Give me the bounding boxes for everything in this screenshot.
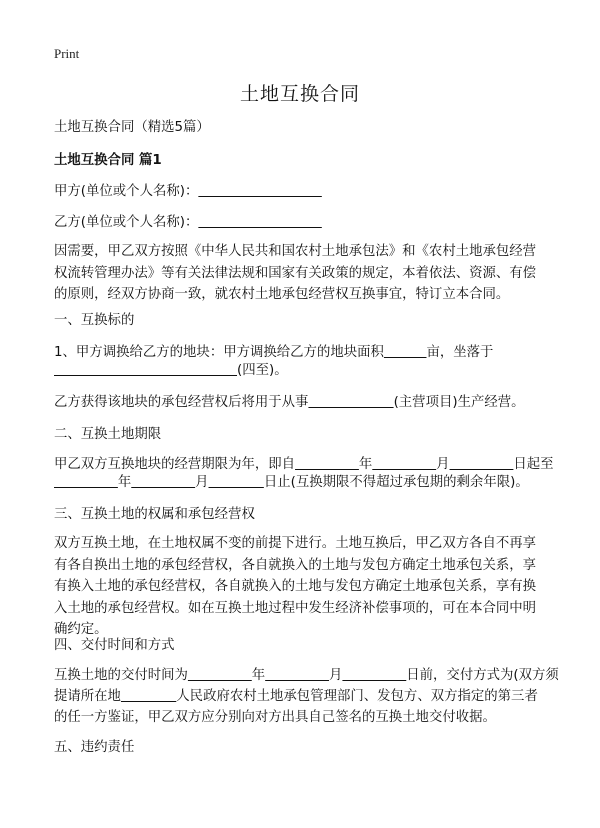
- delivery-day-blank: [342, 668, 406, 683]
- s1-text-e: (主营项目)生产经营。: [393, 395, 525, 410]
- heading-4: 四、交付时间和方式: [54, 638, 175, 653]
- year-label: 年: [251, 668, 266, 683]
- print-label: Print: [54, 46, 80, 61]
- s1-text-c: (四至)。: [237, 363, 288, 378]
- s1-line3: [54, 392, 550, 413]
- month-label: 月: [329, 668, 343, 683]
- s1-text-d: 乙方获得该地块的承包经营权后将用于从事: [54, 395, 309, 410]
- s4-text-a: 互换土地的交付时间为: [54, 668, 188, 683]
- s1-text-b: 亩，坐落于: [426, 345, 494, 360]
- end-day-blank: [209, 475, 264, 490]
- s3-line: 有各自换出土地的承包经营权，各自就换入的土地与发包方确定土地承包关系，享: [54, 557, 537, 573]
- month-label: 月: [195, 475, 209, 490]
- s3-line: 双方互换土地，在土地权属不变的前提下进行。土地互换后，甲乙双方各自不再享: [54, 536, 537, 551]
- page-title: 土地互换合同: [239, 83, 360, 105]
- start-day-blank: [450, 457, 514, 472]
- start-year-blank: [295, 457, 359, 472]
- start-month-blank: [372, 457, 436, 472]
- heading-5: 五、违约责任: [54, 740, 135, 755]
- s3-line: 入土地的承包经营权。如在互换土地过程中发生经济补偿事项的，可在本合同中明: [54, 600, 537, 616]
- heading-2: 二、互换土地期限: [54, 427, 162, 442]
- heading-3: 三、互换土地的权属和承包经营权: [54, 507, 255, 522]
- s3-line: 确约定。: [54, 622, 108, 637]
- intro-line: 权流转管理办法》等有关法律法规和国家有关政策的规定，本着依法、资源、有偿: [54, 265, 537, 281]
- s2-text-b: 日起至: [513, 457, 554, 472]
- delivery-month-blank: [265, 668, 329, 683]
- locality-blank: [121, 689, 176, 704]
- s4-line1: [54, 665, 559, 686]
- s4-text-c: 提请所在地: [54, 689, 121, 704]
- year-label: 年: [117, 475, 132, 490]
- party-a-line: [54, 181, 550, 202]
- intro-line: 的原则，经双方协商一致，就农村土地承包经营权互换事宜，特订立本合同。: [54, 287, 510, 302]
- s2-line2: [54, 472, 550, 493]
- s1-line2: [54, 360, 550, 381]
- party-a-blank: [198, 184, 321, 199]
- party-b-label: 乙方(单位或个人名称)：: [54, 215, 199, 230]
- s4-line3: 的任一方鉴证，甲乙双方应分别向对方出具自己签名的互换土地交付收据。: [54, 710, 496, 725]
- intro-paragraph: [54, 241, 550, 306]
- s2-text-a: 甲乙双方互换地块的经营期限为年，即自: [54, 457, 296, 472]
- end-month-blank: [131, 475, 195, 490]
- s3-paragraph: [54, 533, 550, 641]
- s2-text-c: 日止(互换期限不得超过承包期的剩余年限)。: [263, 475, 529, 490]
- delivery-year-blank: [188, 668, 252, 683]
- s4-line2: [54, 686, 550, 707]
- section-title: 土地互换合同 篇1: [54, 153, 162, 168]
- month-label: 月: [436, 457, 450, 472]
- party-a-label: 甲方(单位或个人名称)：: [54, 184, 199, 199]
- business-blank: [308, 395, 393, 410]
- intro-line: 因需要，甲乙双方按照《中华人民共和国农村土地承包法》和《农村土地承包经营: [54, 244, 537, 259]
- heading-1: 一、互换标的: [54, 313, 135, 328]
- location-blank: [54, 363, 237, 378]
- year-label: 年: [358, 457, 373, 472]
- party-b-line: [54, 212, 550, 233]
- s4-text-d: 人民政府农村土地承包管理部门、发包方、双方指定的第三者: [176, 689, 538, 704]
- party-b-blank: [198, 215, 321, 230]
- s1-text-a: 1、甲方调换给乙方的地块：甲方调换给乙方的地块面积: [54, 345, 384, 360]
- area-blank: [384, 345, 427, 360]
- s3-line: 有换入土地的承包经营权，各自就换入的土地与发包方确定土地承包关系，享有换: [54, 579, 537, 594]
- end-year-blank: [54, 475, 118, 490]
- subtitle: 土地互换合同（精选5篇）: [54, 120, 210, 135]
- s4-text-b: 日前，交付方式为(双方须: [406, 668, 559, 683]
